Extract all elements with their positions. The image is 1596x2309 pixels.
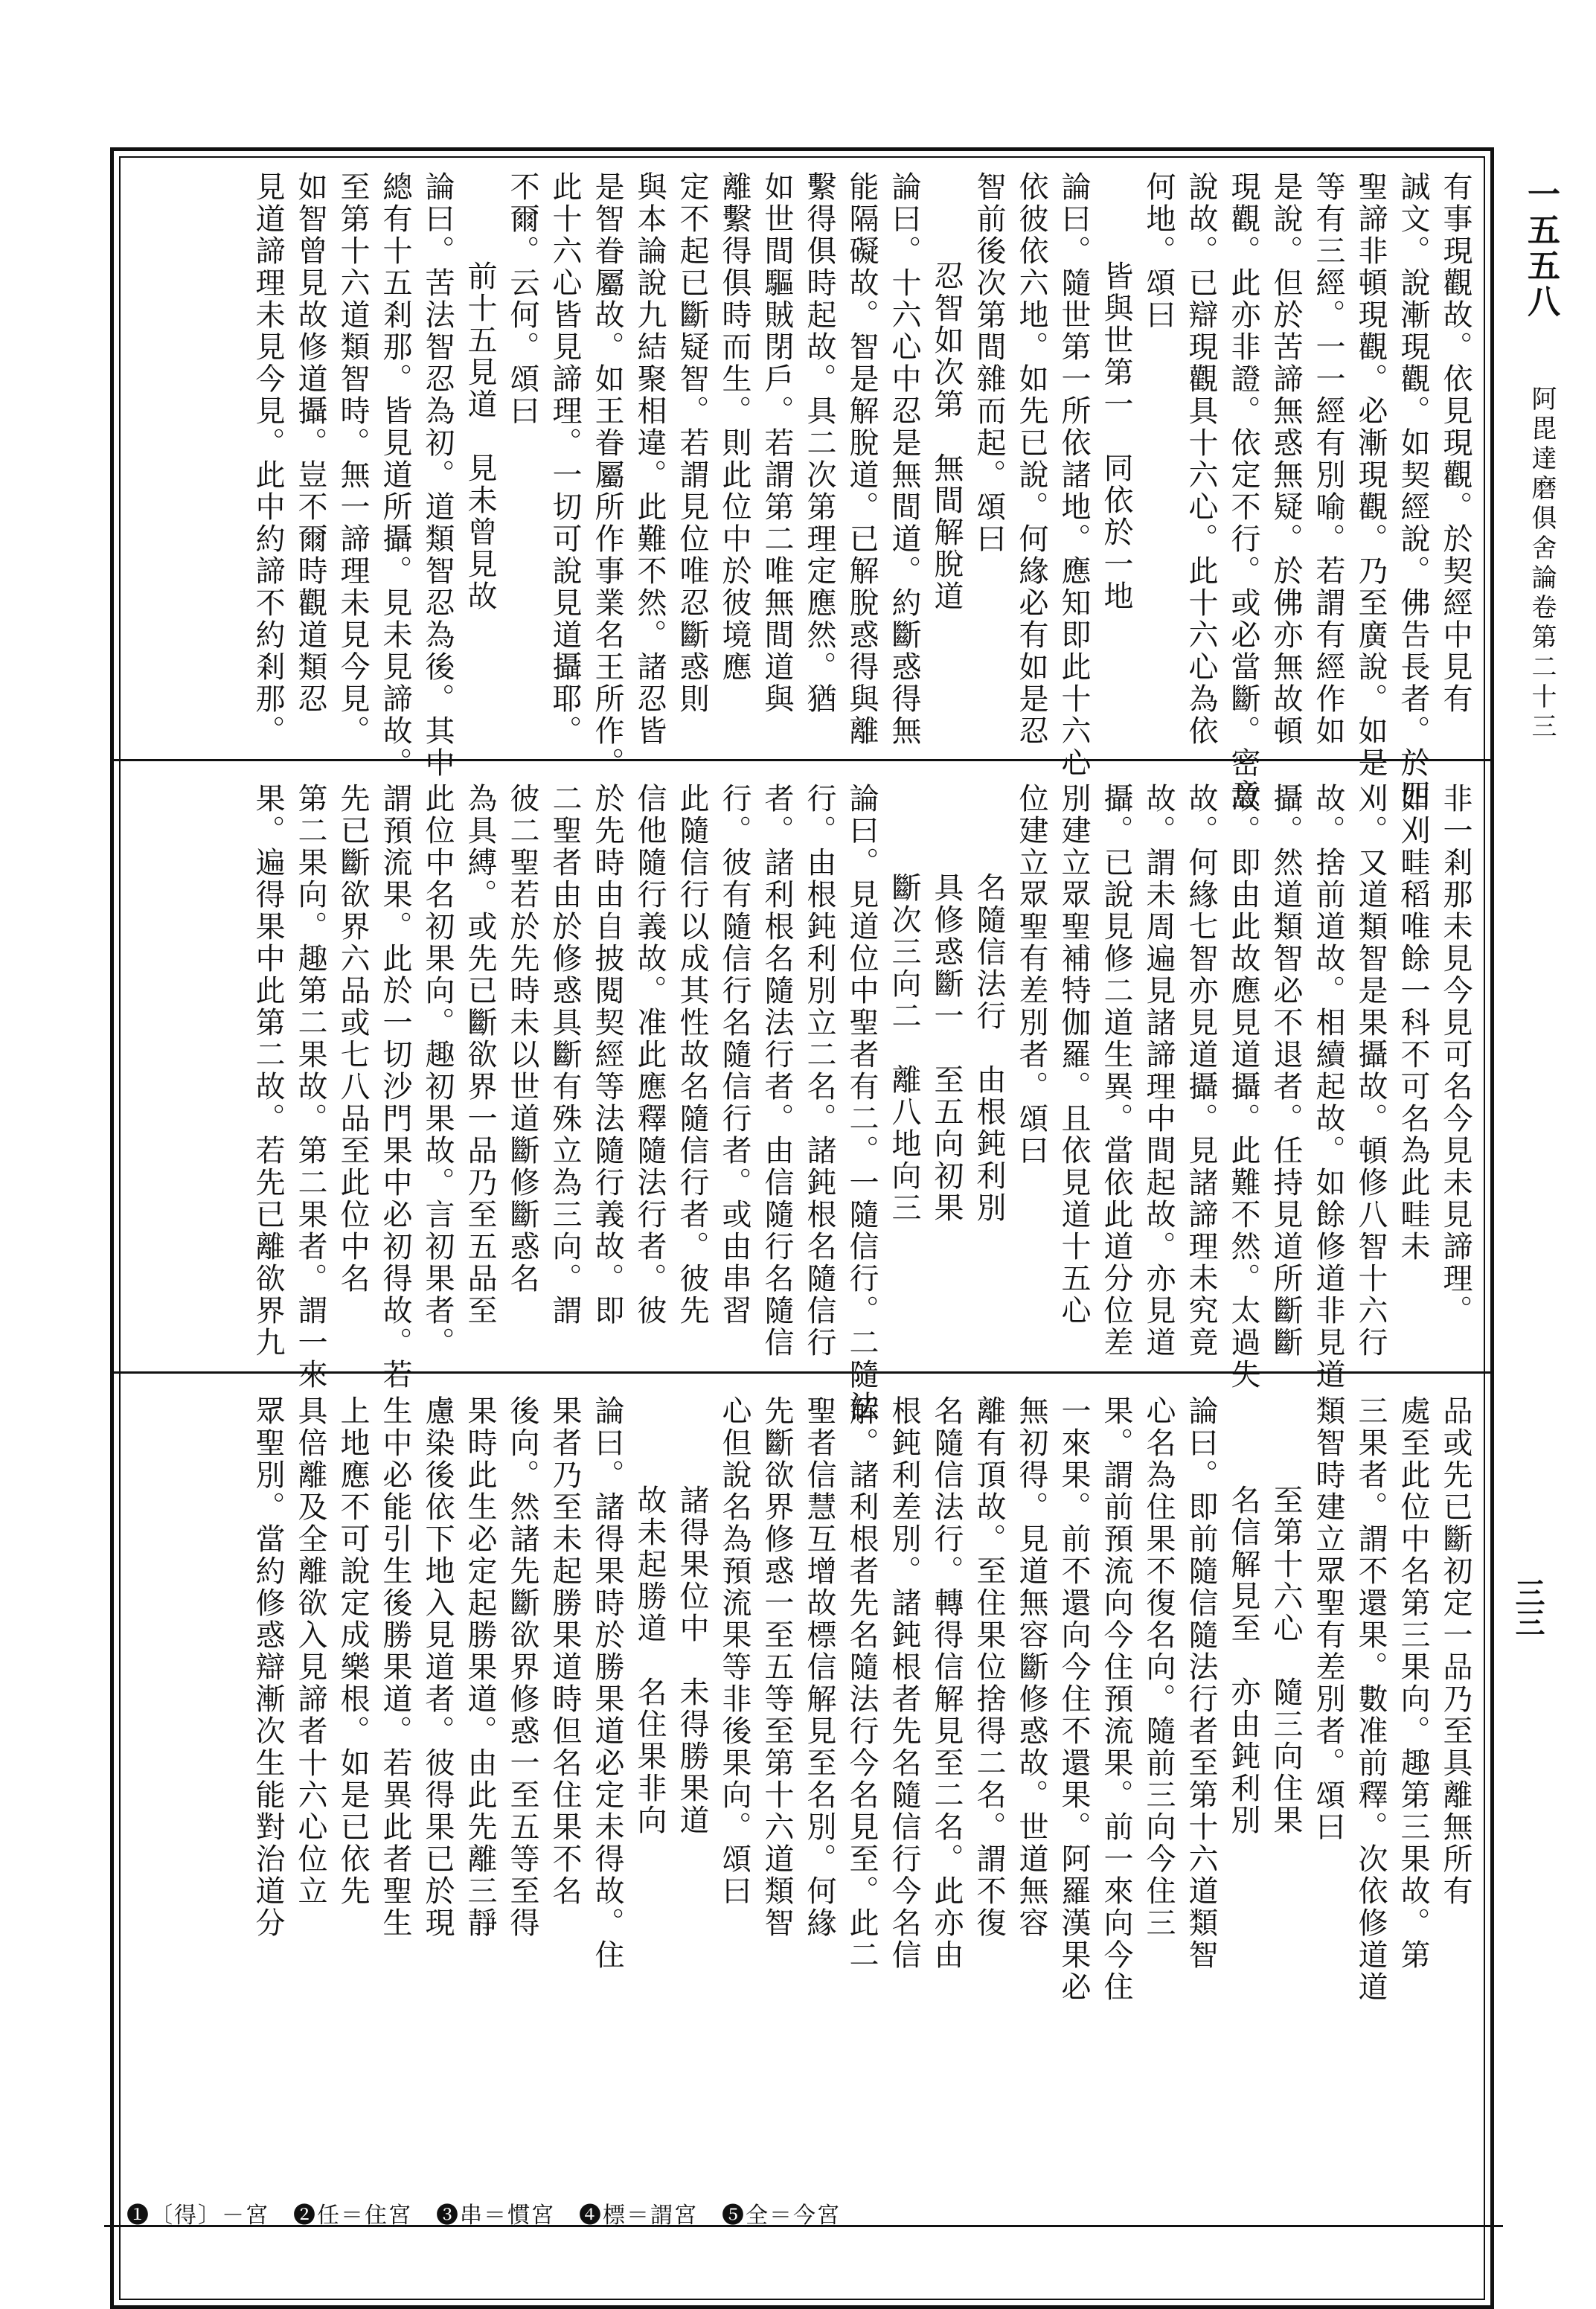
text-column: 名隨信法行 由根鈍利別 bbox=[972, 872, 1006, 1224]
text-column: 解。諸利根者先名隨法行今名見至。此二 bbox=[845, 1395, 879, 1971]
text-register-middle bbox=[119, 766, 1485, 1423]
column-block bbox=[119, 1379, 1485, 2003]
text-column: 此位中名初果向。趣初果故。言初果者。 bbox=[420, 783, 455, 1359]
text-column: 具倍離及全離欲入見諦者十六心位立 bbox=[293, 1395, 327, 1907]
text-column: 等有三經。一一經有別喻。若謂有經作如 bbox=[1311, 171, 1345, 747]
text-column: 何地。頌曰 bbox=[1141, 171, 1176, 331]
text-column: 名信解見至 亦由鈍利別 bbox=[1226, 1485, 1260, 1836]
register-divider bbox=[114, 1371, 1490, 1374]
text-column: 心但說名為預流果等非後果向。頌曰 bbox=[717, 1395, 751, 1907]
text-column: 至第十六心 隨三向住果 bbox=[1269, 1485, 1303, 1836]
text-column: 別建立眾聖補特伽羅。且依見道十五心 bbox=[1057, 783, 1091, 1327]
side-number: 三三 bbox=[1510, 1578, 1545, 1637]
text-column: 如刈畦稻唯餘一科不可名為此畦未 bbox=[1396, 783, 1430, 1263]
text-column: 攝。已說見修二道生異。當依此道分位差 bbox=[1099, 783, 1133, 1359]
text-column: 故。即由此故應見道攝。此難不然。太過失 bbox=[1226, 783, 1260, 1391]
text-column: 故。何緣七智亦見道攝。見諸諦理未究竟 bbox=[1184, 783, 1218, 1359]
text-column: 總有十五剎那。皆見道所攝。見未見諦故。 bbox=[378, 171, 412, 779]
text-column: 果者乃至未起勝果道時但名住果不名 bbox=[548, 1395, 582, 1907]
text-column: 非一剎那未見今見可名今見未見諦理。 bbox=[1438, 783, 1472, 1327]
text-column: 一來果。前不還向今住不還果。阿羅漢果必 bbox=[1057, 1395, 1091, 2003]
text-column: 上地應不可說定成樂根。如是已依先 bbox=[336, 1395, 370, 1907]
text-column: 論曰。見道位中聖者有二。一隨信行。二隨法 bbox=[845, 783, 879, 1423]
text-column: 現觀。此亦非證。依定不行。或必當斷。密意 bbox=[1226, 171, 1260, 811]
text-column: 三果者。謂不還果。數准前釋。次依修道道 bbox=[1353, 1395, 1388, 2003]
text-column: 於先時由自披閱契經等法隨行義故。即 bbox=[590, 783, 624, 1327]
text-column: 繫得俱時起故。具二次第理定應然。猶 bbox=[802, 171, 836, 715]
text-column: 前十五見道 見未曾見故 bbox=[463, 260, 497, 612]
text-column: 依彼依六地。如先已說。何緣必有如是忍 bbox=[1014, 171, 1048, 747]
text-column: 類智時建立眾聖有差別者。頌曰 bbox=[1311, 1395, 1345, 1843]
text-column: 不爾。云何。頌曰 bbox=[505, 171, 539, 427]
text-column: 信他隨行義故。准此應釋隨法行者。彼 bbox=[632, 783, 667, 1327]
bottom-rule bbox=[104, 2225, 1503, 2227]
text-column: 是說。但於苦諦無惑無疑。於佛亦無故頓 bbox=[1269, 171, 1303, 747]
text-column: 果。謂前預流向今住預流果。前一來向今住 bbox=[1099, 1395, 1133, 2003]
text-column: 是智眷屬故。如王眷屬所作事業名王所作。 bbox=[590, 171, 624, 779]
text-column: 論曰。十六心中忍是無間道。約斷惑得無 bbox=[887, 171, 921, 747]
running-title: 阿毘達磨俱舍論卷第二十三 bbox=[1527, 385, 1557, 743]
page-number: 一五五八 bbox=[1522, 177, 1560, 320]
text-column: 此隨信行以成其性故名隨信行者。彼先 bbox=[675, 783, 709, 1327]
text-column: 離繫得俱時而生。則此位中於彼境應 bbox=[717, 171, 751, 683]
text-column: 者。諸利根名隨法行者。由信隨行名隨信 bbox=[760, 783, 794, 1359]
page-header bbox=[1494, 147, 1583, 1606]
text-column: 皆與世第一 同依於一地 bbox=[1099, 260, 1133, 612]
text-column: 誠文。說漸現觀。如契經說。佛告長者。於四 bbox=[1396, 171, 1430, 811]
text-column: 論曰。隨世第一所依諸地。應知即此十六心 bbox=[1057, 171, 1091, 779]
text-column: 聖者信慧互增故標信解見至名別。何緣 bbox=[802, 1395, 836, 1939]
text-column: 為具縛。或先已斷欲界一品乃至五品至 bbox=[463, 783, 497, 1327]
text-column: 彼二聖若於先時未以世道斷修斷惑名 bbox=[505, 783, 539, 1295]
text-column: 刈。又道類智是果攝故。頓修八智十六行 bbox=[1353, 783, 1388, 1359]
text-column: 定不起已斷疑智。若謂見位唯忍斷惑則 bbox=[675, 171, 709, 715]
text-column: 故未起勝道 名住果非向 bbox=[632, 1485, 667, 1836]
text-column: 忍智如次第 無間解脫道 bbox=[929, 260, 964, 612]
footnotes: ❶〔得〕－宮 ❷任＝住宮 ❸串＝慣宮 ❹標＝謂宮 ❺全＝今宮 bbox=[126, 2203, 841, 2229]
text-column: 生中必能引生後勝果道。若異此者聖生 bbox=[378, 1395, 412, 1939]
text-column: 論曰。諸得果時於勝果道必定未得故。住 bbox=[590, 1395, 624, 1971]
text-column: 行。彼有隨信行名隨信行者。或由串習 bbox=[717, 783, 751, 1327]
text-column: 後向。然諸先斷欲界修惑一至五等至得 bbox=[505, 1395, 539, 1939]
text-column: 諸得果位中 未得勝果道 bbox=[675, 1485, 709, 1836]
text-column: 至第十六道類智時。無一諦理未見今見。 bbox=[336, 171, 370, 747]
text-column: 攝。然道類智必不退者。任持見道所斷斷 bbox=[1269, 783, 1303, 1359]
text-column: 果。遍得果中此第二故。若先已離欲界九 bbox=[251, 783, 285, 1359]
text-column: 處至此位中名第三果向。趣第三果故。第 bbox=[1396, 1395, 1430, 1971]
text-column: 根鈍利差別。諸鈍根者先名隨信行今名信 bbox=[887, 1395, 921, 1971]
text-column: 位建立眾聖有差別者。頌曰 bbox=[1014, 783, 1048, 1167]
text-column: 行。由根鈍利別立二名。諸鈍根名隨信行 bbox=[802, 783, 836, 1359]
text-column: 如智曾見故修道攝。豈不爾時觀道類忍 bbox=[293, 171, 327, 715]
text-column: 謂預流果。此於一切沙門果中必初得故。若 bbox=[378, 783, 412, 1391]
text-column: 具修惑斷一 至五向初果 bbox=[929, 872, 964, 1224]
text-column: 論曰。即前隨信隨法行者至第十六道類智 bbox=[1184, 1395, 1218, 1971]
text-register-lower bbox=[119, 1379, 1485, 2003]
column-block bbox=[119, 766, 1485, 1423]
text-column: 無初得。見道無容斷修惑故。世道無容 bbox=[1014, 1395, 1048, 1939]
text-column: 論曰。苦法智忍為初。道類智忍為後。其中 bbox=[420, 171, 455, 779]
text-column: 二聖者由於修惑具斷有殊立為三向。謂 bbox=[548, 783, 582, 1327]
register-divider bbox=[114, 759, 1490, 761]
text-column: 慮染後依下地入見道者。彼得果已於現 bbox=[420, 1395, 455, 1939]
text-column: 先已斷欲界六品或七八品至此位中名 bbox=[336, 783, 370, 1295]
text-column: 故。捨前道故。相續起故。如餘修道非見道 bbox=[1311, 783, 1345, 1391]
text-column: 眾聖別。當約修惑辯漸次生能對治道分 bbox=[251, 1395, 285, 1939]
text-column: 智前後次第間雜而起。頌曰 bbox=[972, 171, 1006, 555]
text-column: 此十六心皆見諦理。一切可說見道攝耶。 bbox=[548, 171, 582, 747]
text-column: 聖諦非頓現觀。必漸現觀。乃至廣說。如是 bbox=[1353, 171, 1388, 779]
text-column: 離有頂故。至住果位捨得二名。謂不復 bbox=[972, 1395, 1006, 1939]
column-block bbox=[119, 155, 1485, 811]
text-column: 能隔礙故。智是解脫道。已解脫惑得與離 bbox=[845, 171, 879, 747]
text-column: 名隨信法行。轉得信解見至二名。此亦由 bbox=[929, 1395, 964, 1971]
text-register-upper bbox=[119, 155, 1485, 811]
text-column: 故。謂未周遍見諸諦理中間起故。亦見道 bbox=[1141, 783, 1176, 1359]
text-column: 品或先已斷初定一品乃至具離無所有 bbox=[1438, 1395, 1472, 1907]
text-column: 斷次三向二 離八地向三 bbox=[887, 872, 921, 1224]
text-column: 第二果向。趣第二果故。第二果者。謂一來 bbox=[293, 783, 327, 1391]
text-column: 如世間驅賊閉戶。若謂第二唯無間道與 bbox=[760, 171, 794, 715]
text-column: 見道諦理未見今見。此中約諦不約剎那。 bbox=[251, 171, 285, 747]
text-column: 有事現觀故。依見現觀。於契經中見有 bbox=[1438, 171, 1472, 715]
text-column: 與本論說九結聚相違。此難不然。諸忍皆 bbox=[632, 171, 667, 747]
text-column: 心名為住果不復名向。隨前三向今住三 bbox=[1141, 1395, 1176, 1939]
text-column: 果時此生必定起勝果道。由此先離三靜 bbox=[463, 1395, 497, 1939]
text-column: 先斷欲界修惑一至五等至第十六道類智 bbox=[760, 1395, 794, 1939]
text-column: 說故。已辯現觀具十六心。此十六心為依 bbox=[1184, 171, 1218, 747]
